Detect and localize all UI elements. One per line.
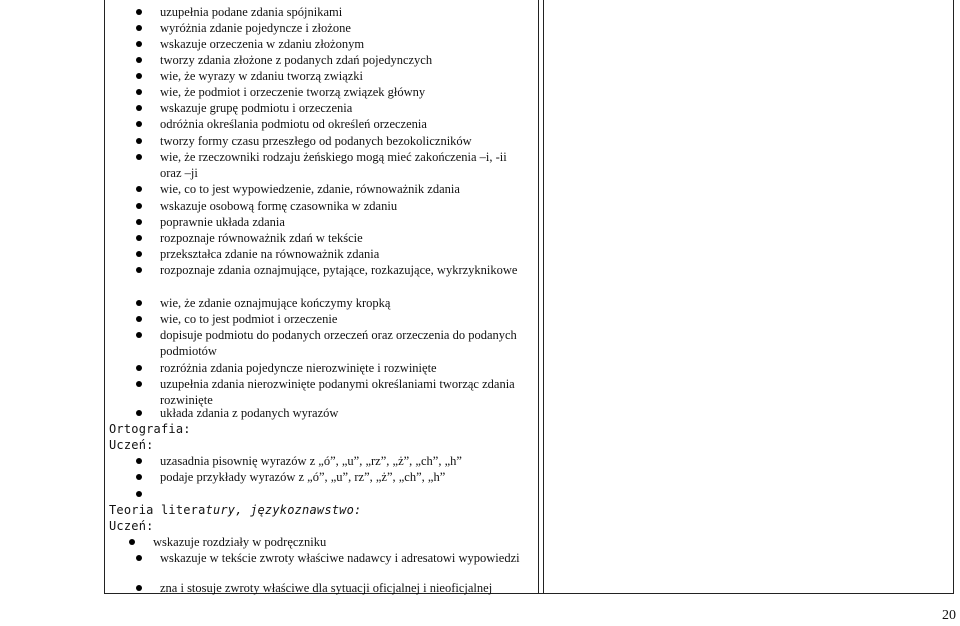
list-item: uzupełnia podane zdania spójnikami (160, 4, 530, 20)
bullet-icon (136, 381, 142, 387)
column-divider (538, 0, 539, 593)
list-item: wie, że rzeczowniki rodzaju żeńskiego mogą mieć zakończenia –i, -ii oraz –ji (160, 149, 530, 181)
list-item: tworzy zdania złożone z podanych zdań pojedynczych (160, 52, 530, 68)
list-item: wyróżnia zdanie pojedyncze i złożone (160, 20, 530, 36)
bullet-icon (136, 138, 142, 144)
list-item: odróżnia określania podmiotu od określeń orzeczenia (160, 116, 530, 132)
bullet-icon (136, 73, 142, 79)
list-item: przekształca zdanie na równoważnik zdania (160, 246, 530, 262)
list-item: rozpoznaje równoważnik zdań w tekście (160, 230, 530, 246)
bullet-icon (136, 491, 142, 497)
section-heading-teoria: Teoria literatury, językoznawstwo: (109, 503, 362, 517)
list-item: poprawnie układa zdania (160, 214, 530, 230)
list-item: wskazuje rozdziały w podręczniku (153, 534, 523, 550)
bullet-icon (136, 585, 142, 591)
bullet-icon (136, 121, 142, 127)
bullet-icon (136, 316, 142, 322)
bullet-icon (136, 365, 142, 371)
bullet-icon (136, 474, 142, 480)
bullet-icon (136, 235, 142, 241)
section-heading-ortografia: Ortografia: (109, 422, 191, 436)
bullet-icon (136, 25, 142, 31)
list-item: wie, że wyrazy w zdaniu tworzą związki (160, 68, 530, 84)
bullet-icon (136, 89, 142, 95)
bullet-icon (136, 458, 142, 464)
list-item: wskazuje osobową formę czasownika w zdaniu (160, 198, 530, 214)
list-item: wie, co to jest wypowiedzenie, zdanie, równoważnik zdania (160, 181, 530, 197)
student-label: Uczeń: (109, 438, 154, 452)
list-item: wie, że zdanie oznajmujące kończymy kropką (160, 295, 530, 311)
bullet-icon (136, 300, 142, 306)
bullet-icon (136, 332, 142, 338)
list-item: układa zdania z podanych wyrazów (160, 405, 530, 421)
bullet-icon (136, 251, 142, 257)
bullet-icon (136, 57, 142, 63)
bullet-icon (136, 410, 142, 416)
bullet-icon (136, 219, 142, 225)
list-item: dopisuje podmiotu do podanych orzeczeń oraz orzeczenia do podanych podmiotów (160, 327, 530, 359)
empty-cell (543, 0, 953, 593)
list-item: wie, że podmiot i orzeczenie tworzą związek główny (160, 84, 530, 100)
list-item: wie, co to jest podmiot i orzeczenie (160, 311, 530, 327)
bullet-icon (136, 41, 142, 47)
page-number: 20 (942, 608, 956, 623)
curriculum-table (104, 0, 954, 594)
bullet-icon (136, 105, 142, 111)
bullet-icon (136, 154, 142, 160)
list-item: wskazuje orzeczenia w zdaniu złożonym (160, 36, 530, 52)
list-item: podaje przykłady wyrazów z „ó”, „u”, rz”, „ż”, „ch”, „h” (160, 469, 530, 485)
list-item: zna i stosuje zwroty właściwe dla sytuacji oficjalnej i nieoficjalnej (160, 580, 530, 596)
requirements-cell (105, 0, 538, 593)
bullet-icon (136, 555, 142, 561)
bullet-icon (136, 9, 142, 15)
list-item: uzupełnia zdania nierozwinięte podanymi określaniami tworząc zdania rozwinięte (160, 376, 530, 408)
student-label: Uczeń: (109, 519, 154, 533)
list-item: wskazuje grupę podmiotu i orzeczenia (160, 100, 530, 116)
list-item: uzasadnia pisownię wyrazów z „ó”, „u”, „rz”, „ż”, „ch”, „h” (160, 453, 530, 469)
bullet-icon (129, 539, 135, 545)
bullet-icon (136, 267, 142, 273)
list-item: tworzy formy czasu przeszłego od podanych bezokoliczników (160, 133, 530, 149)
bullet-icon (136, 186, 142, 192)
list-item: rozpoznaje zdania oznajmujące, pytające, rozkazujące, wykrzyknikowe (160, 262, 530, 278)
list-item: wskazuje w tekście zwroty właściwe nadawcy i adresatowi wypowiedzi (160, 550, 530, 566)
list-item: rozróżnia zdania pojedyncze nierozwinięte i rozwinięte (160, 360, 530, 376)
bullet-icon (136, 203, 142, 209)
